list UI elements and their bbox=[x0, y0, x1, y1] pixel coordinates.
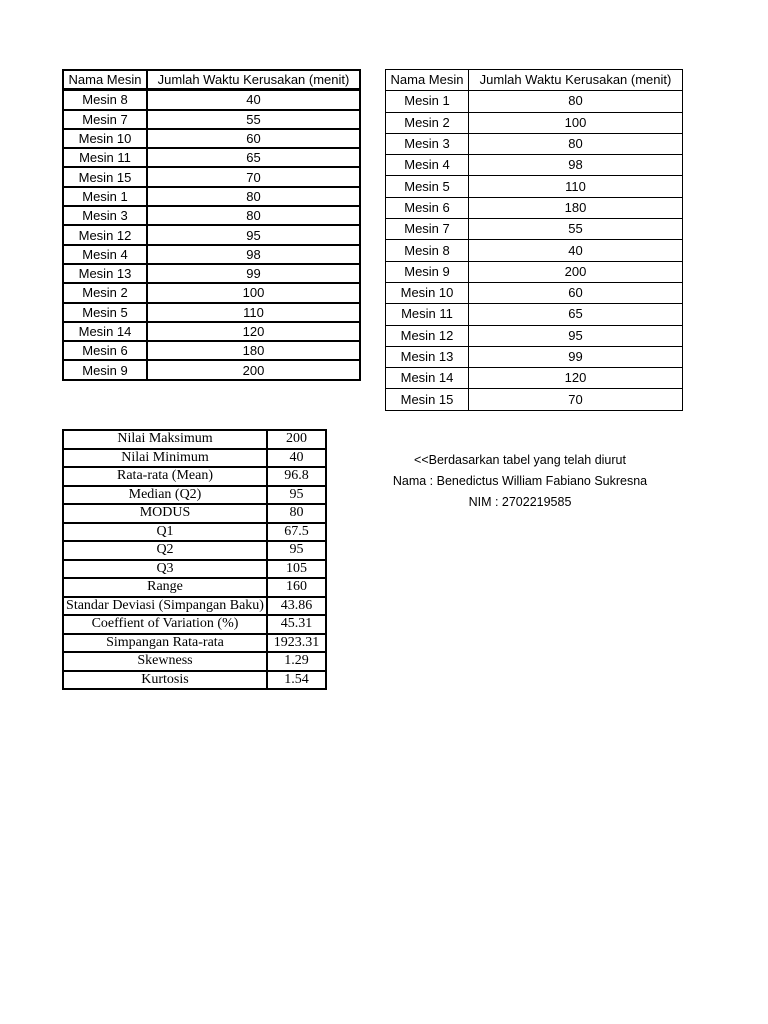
downtime-cell: 100 bbox=[147, 283, 360, 302]
downtime-cell: 200 bbox=[469, 261, 683, 282]
table-row bbox=[386, 91, 683, 112]
stat-row bbox=[63, 634, 326, 653]
stat-row bbox=[63, 671, 326, 690]
machine-name-cell: Mesin 11 bbox=[386, 304, 469, 325]
machine-name-cell: Mesin 6 bbox=[63, 341, 147, 360]
stat-label-cell: MODUS bbox=[63, 504, 267, 523]
downtime-cell: 60 bbox=[147, 129, 360, 148]
column-header-machine-name: Nama Mesin bbox=[63, 70, 147, 90]
machine-name-cell: Mesin 7 bbox=[63, 110, 147, 129]
table-row bbox=[386, 368, 683, 389]
machine-name-cell: Mesin 1 bbox=[63, 187, 147, 206]
table-row bbox=[63, 110, 360, 129]
downtime-cell: 99 bbox=[147, 264, 360, 283]
machine-name-cell: Mesin 9 bbox=[386, 261, 469, 282]
stat-row bbox=[63, 504, 326, 523]
downtime-cell: 55 bbox=[147, 110, 360, 129]
stat-label-cell: Q3 bbox=[63, 560, 267, 579]
downtime-cell: 110 bbox=[147, 303, 360, 322]
downtime-cell: 110 bbox=[469, 176, 683, 197]
table-row bbox=[63, 283, 360, 302]
stat-label-cell: Standar Deviasi (Simpangan Baku) bbox=[63, 597, 267, 616]
stat-value-cell: 80 bbox=[267, 504, 326, 523]
stat-label-cell: Nilai Maksimum bbox=[63, 430, 267, 449]
table-row bbox=[63, 322, 360, 341]
stat-row bbox=[63, 449, 326, 468]
machine-name-cell: Mesin 12 bbox=[63, 225, 147, 244]
stat-row bbox=[63, 541, 326, 560]
original-machine-table bbox=[385, 69, 683, 411]
stat-value-cell: 95 bbox=[267, 486, 326, 505]
machine-name-cell: Mesin 8 bbox=[63, 90, 147, 110]
table-row bbox=[63, 360, 360, 379]
stat-row bbox=[63, 652, 326, 671]
table-row bbox=[63, 167, 360, 186]
stat-value-cell: 95 bbox=[267, 541, 326, 560]
stat-value-cell: 45.31 bbox=[267, 615, 326, 634]
machine-name-cell: Mesin 9 bbox=[63, 360, 147, 379]
stat-row bbox=[63, 615, 326, 634]
table-row bbox=[63, 90, 360, 110]
stat-label-cell: Range bbox=[63, 578, 267, 597]
table-row bbox=[63, 129, 360, 148]
stat-value-cell: 40 bbox=[267, 449, 326, 468]
column-header-machine-name: Nama Mesin bbox=[386, 70, 469, 91]
stat-value-cell: 160 bbox=[267, 578, 326, 597]
column-header-downtime: Jumlah Waktu Kerusakan (menit) bbox=[469, 70, 683, 91]
stat-value-cell: 1923.31 bbox=[267, 634, 326, 653]
stat-row bbox=[63, 467, 326, 486]
downtime-cell: 200 bbox=[147, 360, 360, 379]
stat-label-cell: Simpangan Rata-rata bbox=[63, 634, 267, 653]
stat-value-cell: 200 bbox=[267, 430, 326, 449]
downtime-cell: 100 bbox=[469, 112, 683, 133]
table-row bbox=[63, 206, 360, 225]
machine-name-cell: Mesin 10 bbox=[63, 129, 147, 148]
downtime-cell: 180 bbox=[469, 197, 683, 218]
downtime-cell: 80 bbox=[147, 206, 360, 225]
table-row bbox=[386, 389, 683, 410]
machine-name-cell: Mesin 14 bbox=[63, 322, 147, 341]
statistics-table bbox=[62, 429, 327, 690]
stat-value-cell: 105 bbox=[267, 560, 326, 579]
machine-name-cell: Mesin 8 bbox=[386, 240, 469, 261]
stat-value-cell: 1.54 bbox=[267, 671, 326, 690]
downtime-cell: 70 bbox=[147, 167, 360, 186]
machine-name-cell: Mesin 6 bbox=[386, 197, 469, 218]
downtime-cell: 60 bbox=[469, 282, 683, 303]
downtime-cell: 180 bbox=[147, 341, 360, 360]
downtime-cell: 98 bbox=[147, 245, 360, 264]
stat-value-cell: 96.8 bbox=[267, 467, 326, 486]
sorted-table-note: <<Berdasarkan tabel yang telah diurut bbox=[414, 453, 626, 467]
table-row bbox=[386, 282, 683, 303]
stat-row bbox=[63, 560, 326, 579]
machine-name-cell: Mesin 4 bbox=[63, 245, 147, 264]
stat-row bbox=[63, 597, 326, 616]
table-row bbox=[63, 225, 360, 244]
table-row bbox=[386, 304, 683, 325]
downtime-cell: 120 bbox=[147, 322, 360, 341]
table-row bbox=[386, 197, 683, 218]
downtime-cell: 95 bbox=[469, 325, 683, 346]
machine-name-cell: Mesin 3 bbox=[386, 133, 469, 154]
machine-name-cell: Mesin 2 bbox=[63, 283, 147, 302]
downtime-cell: 120 bbox=[469, 368, 683, 389]
machine-name-cell: Mesin 15 bbox=[63, 167, 147, 186]
table-row bbox=[63, 245, 360, 264]
table-row bbox=[63, 187, 360, 206]
column-header-downtime: Jumlah Waktu Kerusakan (menit) bbox=[147, 70, 360, 90]
stat-label-cell: Kurtosis bbox=[63, 671, 267, 690]
downtime-cell: 99 bbox=[469, 346, 683, 367]
table-row bbox=[386, 112, 683, 133]
downtime-cell: 70 bbox=[469, 389, 683, 410]
machine-name-cell: Mesin 1 bbox=[386, 91, 469, 112]
machine-name-cell: Mesin 5 bbox=[63, 303, 147, 322]
stat-label-cell: Q1 bbox=[63, 523, 267, 542]
table-row bbox=[386, 346, 683, 367]
table-header-row bbox=[386, 70, 683, 91]
downtime-cell: 80 bbox=[469, 133, 683, 154]
downtime-cell: 80 bbox=[147, 187, 360, 206]
downtime-cell: 55 bbox=[469, 219, 683, 240]
downtime-cell: 65 bbox=[147, 148, 360, 167]
table-row bbox=[386, 261, 683, 282]
table-row bbox=[386, 219, 683, 240]
table-row bbox=[386, 240, 683, 261]
table-header-row bbox=[63, 70, 360, 90]
stat-row bbox=[63, 486, 326, 505]
stat-row bbox=[63, 430, 326, 449]
stat-value-cell: 67.5 bbox=[267, 523, 326, 542]
downtime-cell: 40 bbox=[147, 90, 360, 110]
author-name: Nama : Benedictus William Fabiano Sukresna bbox=[392, 474, 648, 488]
stat-value-cell: 1.29 bbox=[267, 652, 326, 671]
stat-label-cell: Nilai Minimum bbox=[63, 449, 267, 468]
stat-row bbox=[63, 578, 326, 597]
machine-name-cell: Mesin 5 bbox=[386, 176, 469, 197]
machine-name-cell: Mesin 7 bbox=[386, 219, 469, 240]
stat-value-cell: 43.86 bbox=[267, 597, 326, 616]
stat-label-cell: Median (Q2) bbox=[63, 486, 267, 505]
table-row bbox=[63, 341, 360, 360]
downtime-cell: 95 bbox=[147, 225, 360, 244]
machine-name-cell: Mesin 12 bbox=[386, 325, 469, 346]
sorted-machine-table bbox=[62, 69, 361, 381]
student-id: NIM : 2702219585 bbox=[468, 495, 572, 509]
downtime-cell: 40 bbox=[469, 240, 683, 261]
machine-name-cell: Mesin 2 bbox=[386, 112, 469, 133]
machine-name-cell: Mesin 11 bbox=[63, 148, 147, 167]
machine-name-cell: Mesin 15 bbox=[386, 389, 469, 410]
table-row bbox=[63, 264, 360, 283]
downtime-cell: 65 bbox=[469, 304, 683, 325]
table-row bbox=[386, 176, 683, 197]
downtime-cell: 80 bbox=[469, 91, 683, 112]
table-row bbox=[386, 325, 683, 346]
downtime-cell: 98 bbox=[469, 155, 683, 176]
machine-name-cell: Mesin 10 bbox=[386, 282, 469, 303]
machine-name-cell: Mesin 13 bbox=[386, 346, 469, 367]
stat-label-cell: Rata-rata (Mean) bbox=[63, 467, 267, 486]
machine-name-cell: Mesin 3 bbox=[63, 206, 147, 225]
table-row bbox=[386, 155, 683, 176]
stat-row bbox=[63, 523, 326, 542]
stat-label-cell: Skewness bbox=[63, 652, 267, 671]
machine-name-cell: Mesin 13 bbox=[63, 264, 147, 283]
machine-name-cell: Mesin 4 bbox=[386, 155, 469, 176]
stat-label-cell: Coeffient of Variation (%) bbox=[63, 615, 267, 634]
stat-label-cell: Q2 bbox=[63, 541, 267, 560]
table-row bbox=[63, 303, 360, 322]
table-row bbox=[386, 133, 683, 154]
table-row bbox=[63, 148, 360, 167]
machine-name-cell: Mesin 14 bbox=[386, 368, 469, 389]
